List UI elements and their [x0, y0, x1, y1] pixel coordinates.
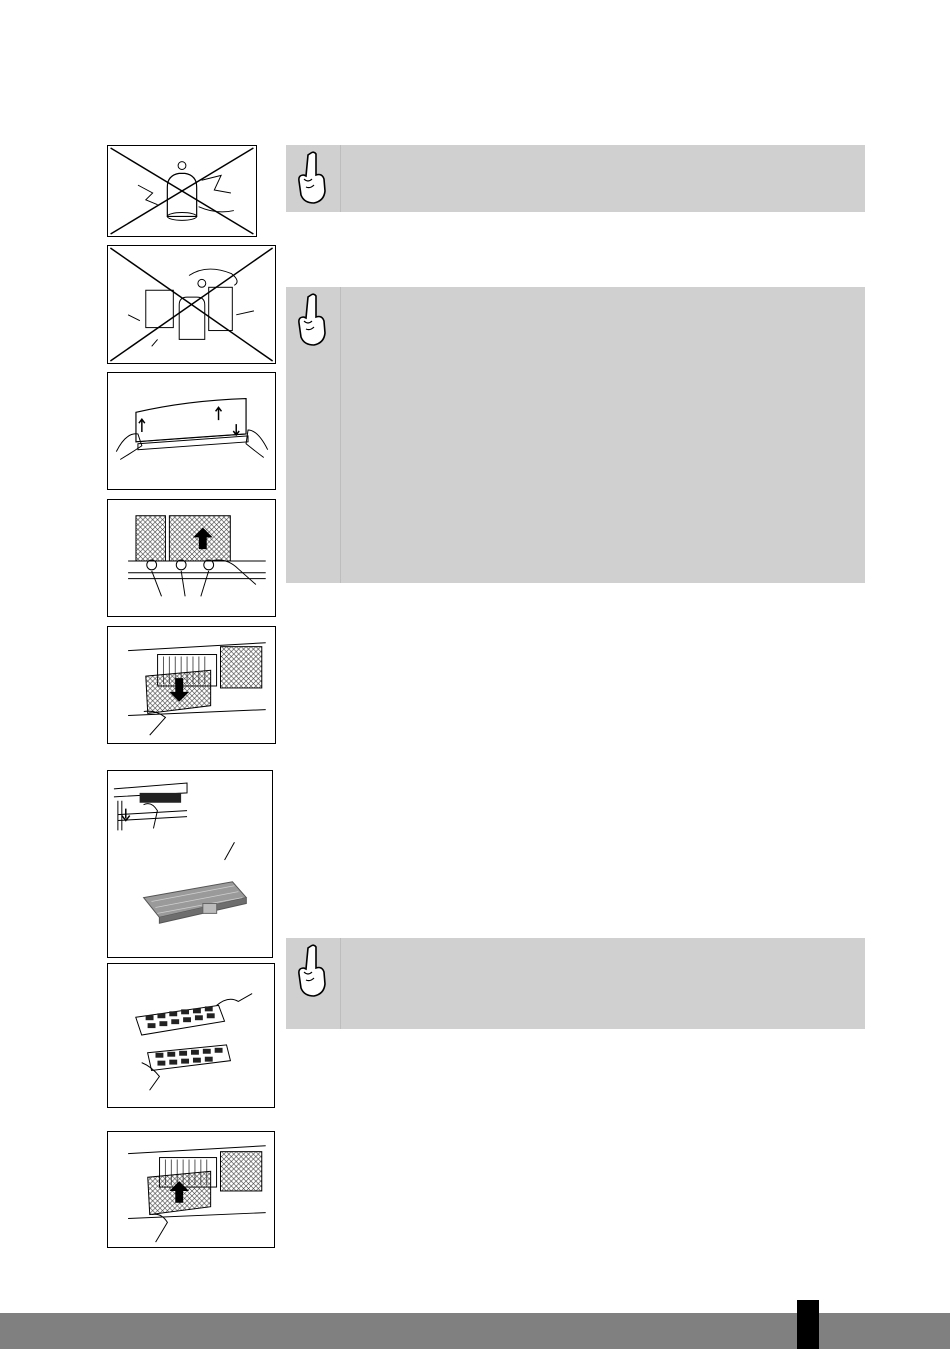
note-icon-column	[286, 145, 341, 212]
open-panel-icon	[108, 373, 275, 489]
figure-open-front-panel	[107, 372, 276, 490]
pointing-hand-icon	[294, 942, 332, 998]
figure-clean-filter	[107, 963, 275, 1108]
figure-no-chemicals	[107, 245, 276, 364]
filter-up-icon	[108, 1132, 274, 1247]
filter-release-icon	[108, 500, 275, 616]
note-box-1	[286, 145, 865, 212]
note-icon-column	[286, 287, 341, 583]
note-box-2	[286, 287, 865, 583]
figure-remove-extra-filter	[107, 770, 273, 958]
note-box-3	[286, 938, 865, 1029]
page-marker	[797, 1300, 819, 1349]
prohibited-spray-icon	[108, 146, 256, 236]
figure-insert-filter	[107, 1131, 275, 1248]
pointing-hand-icon	[294, 291, 332, 347]
note-icon-column	[286, 938, 341, 1029]
filter-down-icon	[108, 627, 275, 743]
figure-release-filter	[107, 499, 276, 617]
prohibited-chemicals-icon	[108, 246, 275, 363]
figure-no-spray-can	[107, 145, 257, 237]
pointing-hand-icon	[294, 149, 332, 205]
figure-pull-filter-down	[107, 626, 276, 744]
extra-filter-icon	[108, 771, 272, 957]
clean-filter-icon	[108, 964, 274, 1107]
